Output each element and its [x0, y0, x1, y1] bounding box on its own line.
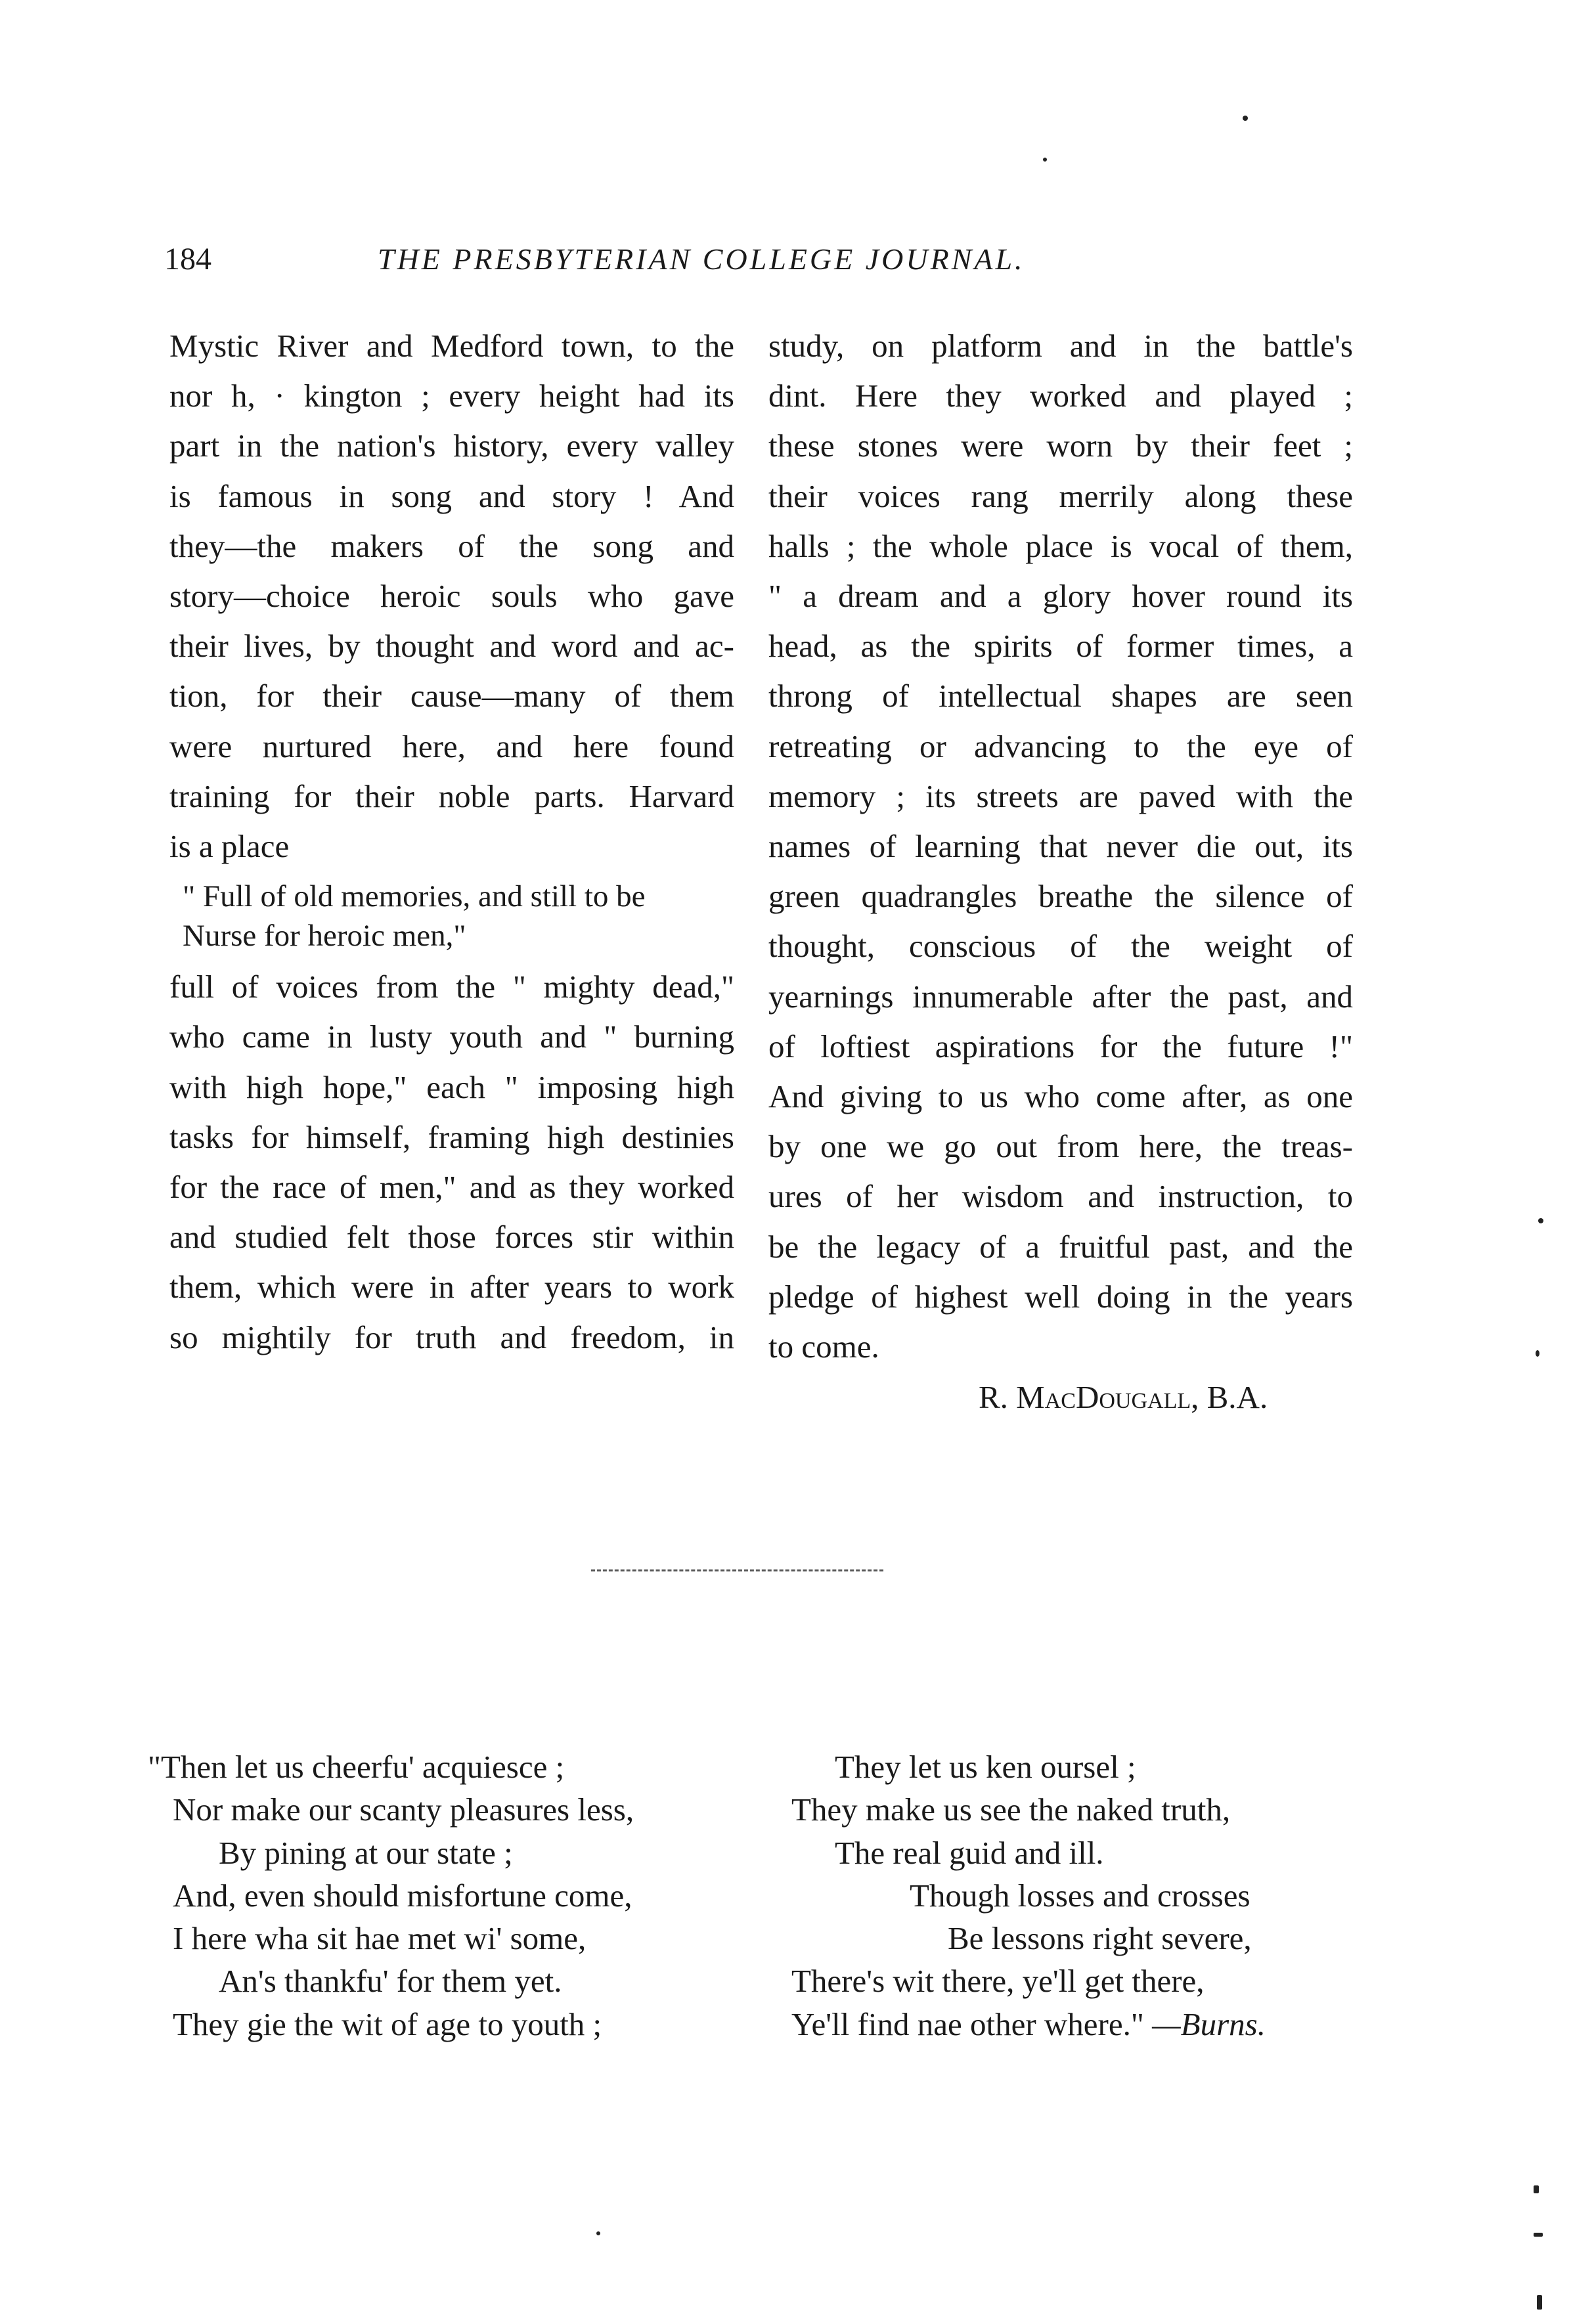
- text-line: yearnings innumerable after the past, and: [768, 978, 1353, 1015]
- text-line: be the legacy of a fruitful past, and the: [768, 1228, 1353, 1265]
- page-number: 184: [164, 242, 211, 276]
- poem-left-stanza: [148, 1745, 634, 2046]
- text-line: pledge of highest well doing in the years: [768, 1278, 1353, 1315]
- right-column: [768, 321, 1353, 1372]
- text-line: were nurtured here, and here found: [169, 728, 734, 764]
- poem-line: Though losses and crosses: [910, 1877, 1251, 1914]
- text-line: of loftiest aspirations for the future !": [768, 1028, 1353, 1064]
- text-line: to come.: [768, 1328, 879, 1365]
- text-line: And giving to us who come after, as one: [768, 1078, 1353, 1115]
- poem-line: By pining at our state ;: [219, 1834, 513, 1871]
- text-line: them, which were in after years to work: [169, 1269, 734, 1305]
- poem-line-text: Ye'll find nae other where.": [791, 2006, 1144, 2042]
- text-line: ures of her wisdom and instruction, to: [768, 1178, 1353, 1215]
- text-line: training for their noble parts. Harvard: [169, 778, 734, 814]
- text-line: story—choice heroic souls who gave: [169, 578, 734, 615]
- left-column: [169, 321, 734, 1363]
- text-line: head, as the spirits of former times, a: [768, 628, 1353, 665]
- scan-speck: [1243, 116, 1248, 121]
- text-line: they—the makers of the song and: [169, 527, 734, 564]
- scan-speck: [1534, 2233, 1543, 2237]
- text-line: full of voices from the " mighty dead,": [169, 969, 734, 1005]
- scan-speck: [1536, 1350, 1539, 1357]
- text-line: with high hope," each " imposing high: [169, 1068, 734, 1105]
- poem-attribution: —Burns.: [1152, 2006, 1266, 2042]
- text-line: and studied felt those forces stir within: [169, 1219, 734, 1256]
- poem-line: "Then let us cheerfu' acquiesce ;: [148, 1749, 565, 1785]
- poem-line: An's thankfu' for them yet.: [219, 1963, 562, 2000]
- text-line: Mystic River and Medford town, to the: [169, 328, 734, 364]
- text-line: part in the nation's history, every valley: [169, 428, 734, 464]
- text-line: retreating or advancing to the eye of: [768, 728, 1353, 764]
- poem-line: [791, 2003, 1266, 2046]
- poem-line: I here wha sit hae met wi' some,: [173, 1920, 587, 1957]
- block-quote: [183, 877, 734, 955]
- text-line: who came in lusty youth and " burning: [169, 1019, 734, 1055]
- poem-line: The real guid and ill.: [835, 1834, 1104, 1871]
- text-line: so mightily for truth and freedom, in: [169, 1319, 734, 1355]
- author-signature: R. MacDougall, B.A.: [979, 1379, 1268, 1415]
- text-line: throng of intellectual shapes are seen: [768, 678, 1353, 714]
- text-line: is famous in song and story ! And: [169, 477, 734, 514]
- poem-right-stanza: [791, 1745, 1266, 2046]
- text-line: is a place: [169, 828, 290, 865]
- text-line: thought, conscious of the weight of: [768, 928, 1353, 965]
- text-line: these stones were worn by their feet ;: [768, 428, 1353, 464]
- poem-line: They let us ken oursel ;: [835, 1749, 1136, 1785]
- text-line: by one we go out from here, the treas-: [768, 1128, 1353, 1165]
- poem-line: There's wit there, ye'll get there,: [791, 1963, 1205, 2000]
- poem-line: Be lessons right severe,: [948, 1920, 1252, 1957]
- section-divider: [591, 1569, 883, 1571]
- text-line: study, on platform and in the battle's: [768, 328, 1353, 364]
- scan-speck: [1043, 158, 1047, 162]
- text-line: names of learning that never die out, its: [768, 828, 1353, 865]
- running-head: THE PRESBYTERIAN COLLEGE JOURNAL.: [378, 242, 1025, 276]
- poem-line: They gie the wit of age to youth ;: [173, 2006, 602, 2042]
- text-line: dint. Here they worked and played ;: [768, 378, 1353, 414]
- text-line: halls ; the whole place is vocal of them,: [768, 527, 1353, 564]
- text-line: their voices rang merrily along these: [768, 477, 1353, 514]
- text-line: tion, for their cause—many of them: [169, 678, 734, 714]
- scan-speck: [1538, 1218, 1543, 1223]
- text-line: their lives, by thought and word and ac-: [169, 628, 734, 665]
- poem-line: And, even should misfortune come,: [173, 1877, 632, 1914]
- text-line: green quadrangles breathe the silence of: [768, 878, 1353, 915]
- scan-speck: [596, 2231, 600, 2235]
- text-line: memory ; its streets are paved with the: [768, 778, 1353, 814]
- text-line: for the race of men," and as they worked: [169, 1169, 734, 1206]
- poem-line: They make us see the naked truth,: [791, 1791, 1231, 1828]
- text-line: nor h, · kington ; every height had its: [169, 378, 734, 414]
- text-line: tasks for himself, framing high destinies: [169, 1118, 734, 1155]
- scan-speck: [1534, 2185, 1539, 2193]
- quote-line: " Full of old memories, and still to be: [183, 879, 646, 914]
- quote-line: Nurse for heroic men,": [183, 919, 466, 954]
- poem-line: Nor make our scanty pleasures less,: [173, 1791, 634, 1828]
- scan-speck: [1537, 2295, 1542, 2310]
- text-line: " a dream and a glory hover round its: [768, 578, 1353, 615]
